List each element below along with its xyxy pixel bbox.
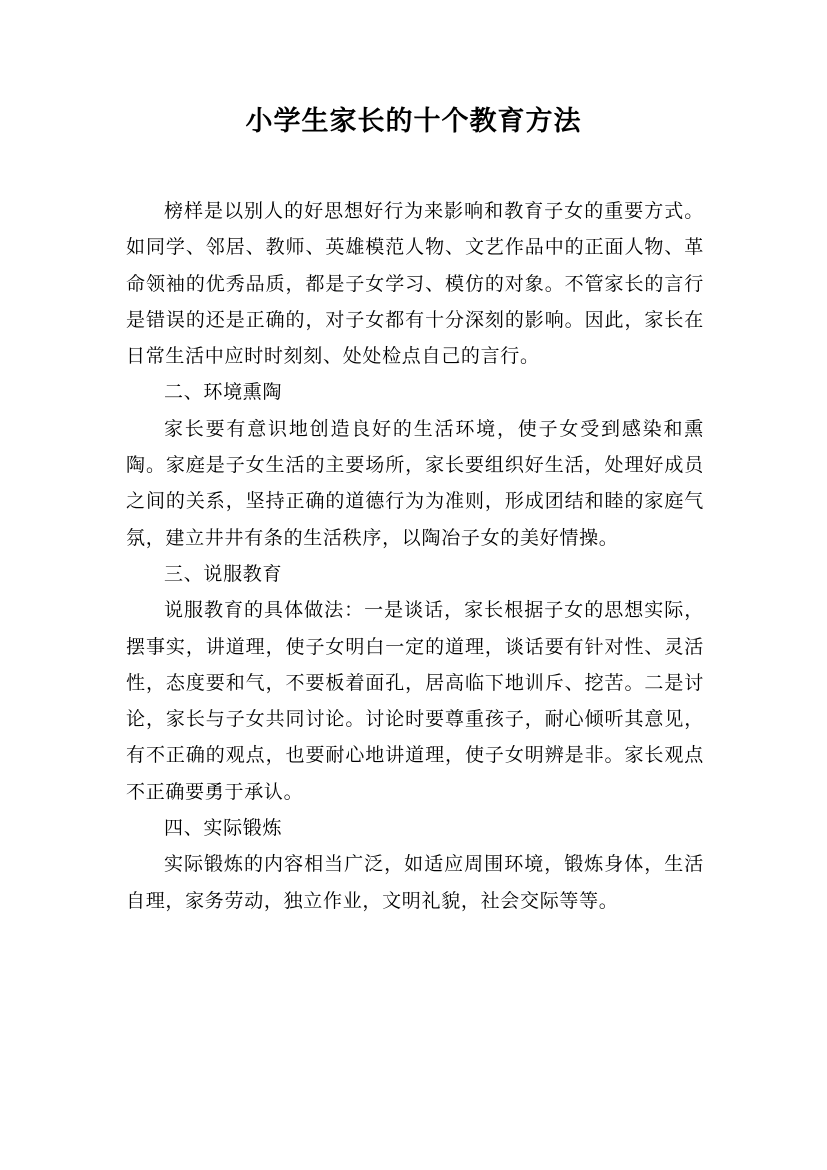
document-body (126, 193, 704, 919)
paragraph-role-model: 榜样是以别人的好思想好行为来影响和教育子女的重要方式。如同学、邻居、教师、英雄模范人物、文艺作品中的正面人物、革命领袖的优秀品质，都是子女学习、模仿的对象。不管家长的言行是错误的还是正确的，对子女都有十分深刻的影响。因此，家长在日常生活中应时时刻刻、处处检点自己的言行。 (126, 200, 704, 368)
section-heading-practice: 四、实际锻炼 (164, 817, 283, 840)
paragraph-persuasion: 说服教育的具体做法：一是谈话，家长根据子女的思想实际，摆事实，讲道理，使子女明白一定的道理，谈话要有针对性、灵活性，态度要和气，不要板着面孔，居高临下地训斥、挖苦。二是讨论，家长与子女共同讨论。讨论时要尊重孩子，耐心倾听其意见，有不正确的观点，也要耐心地讲道理，使子女明辨是非。家长观点不正确要勇于承认。 (126, 599, 704, 803)
paragraph-practice: 实际锻炼的内容相当广泛，如适应周围环境，锻炼身体，生活自理，家务劳动，独立作业，文明礼貌，社会交际等等。 (126, 853, 704, 912)
section-heading-environment: 二、环境熏陶 (164, 381, 283, 404)
paragraph-environment: 家长要有意识地创造良好的生活环境，使子女受到感染和熏陶。家庭是子女生活的主要场所，家长要组织好生活，处理好成员之间的关系，坚持正确的道德行为为准则，形成团结和睦的家庭气氛，建立井井有条的生活秩序，以陶冶子女的美好情操。 (126, 417, 704, 549)
section-heading-persuasion: 三、说服教育 (164, 562, 283, 585)
page-title: 小学生家长的十个教育方法 (245, 106, 582, 137)
